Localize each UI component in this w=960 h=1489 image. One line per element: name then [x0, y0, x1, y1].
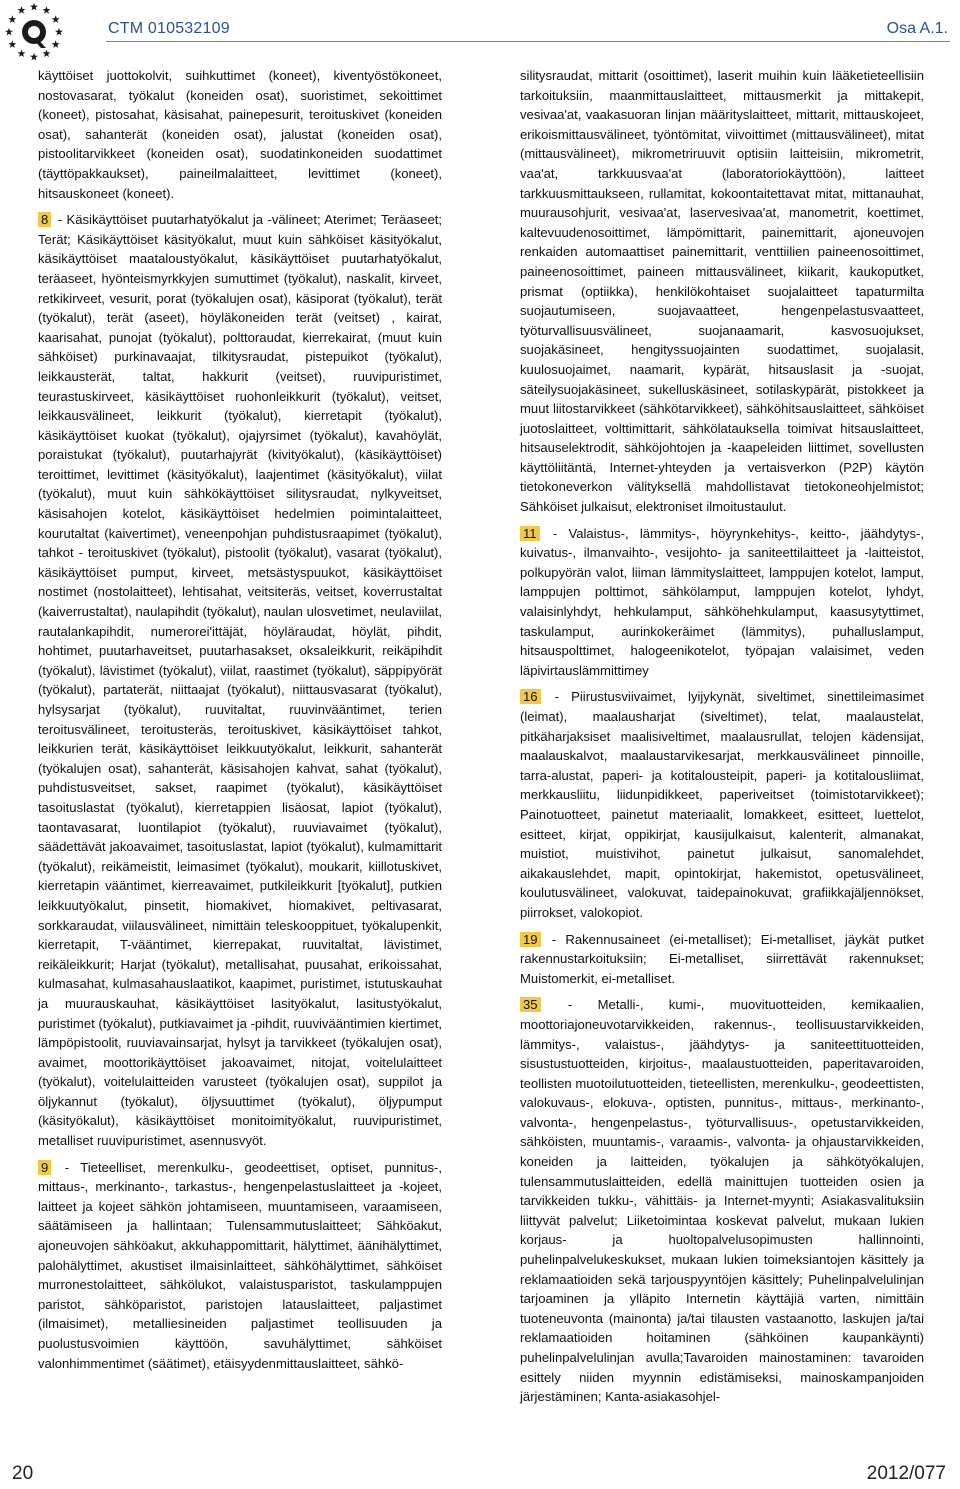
logo-star [43, 49, 51, 57]
class-35-paragraph [520, 995, 924, 1406]
class-9-paragraph [38, 1158, 442, 1374]
class-16-text: - Piirustusviivaimet, lyijykynät, siveltimet, sinettileimasimet (leimat), maalausharjat (siveltimet), telat, maalaustelat, pitkäharjaksiset maalisiveltimet, maalausrullat, telojen kädensijat, maalauskalvot, maalaustarvikesarjat, merkkausvälineet pinnoille, tarra-alustat, paperi- ja kotitalousteipit, paperi- ja kotitalousliimat, merkkausliitu, liidunpidikkeet, paperiveitset (toimistotarvikkeet); Painotuotteet, painetut materiaalit, lomakkeet, esitteet, luettelot, esitteet, kirjat, oppikirjat, kausijulkaisut, kalenterit, almanakat, muistiot, muistivihot, painetut julkaisut, sanomalehdet, aikakauslehdet, mapit, opintokirjat, hakemistot, opetusvälineet, koulutusvälineet, valokuvat, taidepainokuvat, grafiikkajäljennökset, piirrokset, valokopiot. [520, 689, 924, 920]
class-16-paragraph [520, 687, 924, 922]
class-9-text: - Tieteelliset, merenkulku-, geodeettiset, optiset, punnitus-, mittaus-, merkinanto-, tarkastus-, hengenpelastuslaitteet ja -kojeet, laitteet ja kojeet sähkön johtamiseen, muuntamiseen, varaamiseen, säätämiseen ja hallintaan; Tulensammutuslaitteet; Sähköakut, ajoneuvojen sähköakut, akkuhappomittarit, hälyttimet, äänihälyttimet, palohälyttimet, akustiset ilmaisinlaitteet, sähköhälyttimet, sähköiset murronestolaitteet, sähkölukot, valaistusparistot, taskulamppujen paristot, sähköparistot, paristojen latauslaitteet, paljastimet (ilmaisimet), metalliesineiden paljastimet teollisuuden ja puolustusvoimien käyttöön, savuhälyttimet, sähköiset valonhimmentimet (säätimet), etäisyydenmittauslaitteet, sähkö- [38, 1159, 442, 1371]
logo-star [5, 28, 13, 36]
eu-stars-emblem-icon [0, 0, 70, 66]
class-11-text: - Valaistus-, lämmitys-, höyrynkehitys-, keitto-, jäähdytys-, kuivatus-, ilmanvaihto-, vesijohto- ja saniteettilaitteet ja -laitteistot, polkupyörän valot, liiman lämmityslaitteet, lamppujen kotelot, lamput, lamppujen polttimot, sähkölamput, lamppujen kotelot, lyhdyt, valaisinlyhdyt, hehkulamput, sähköhehkulamput, kaasusytyttimet, taskulamput, aurinkokeräimet (lämmitys), puhalluslamput, hitsauspolttimet, halogeenikotelot, työpajan valaisimet, veden läpivirtauslämmittimey [520, 525, 924, 678]
intro-paragraph: käyttöiset juottokolvit, suihkuttimet (koneet), kiventyöstökoneet, nostovasarat, työkalut (koneiden osat), suoristimet, sekoittimet (koneet), pistosahat, käsisahat, painepesurit, teroituskivet (koneiden osat), sahanterät (koneiden osat), jalustat (koneiden osat), pistoolitarvikkeet (koneiden osat), suodatinkoneiden suodattimet (täyttöpakkaukset), paineilmalaitteet, levittimet (koneet), hitsauskoneet (koneet). [38, 68, 442, 201]
bulletin-issue: 2012/077 [866, 1463, 946, 1484]
continuation-paragraph: silitysraudat, mittarit (osoittimet), laserit muihin kuin lääketieteellisiin tarkoituksiin, maanmittauslaitteet, mittausmerkit ja mittakepit, vesivaa'at, vaakasuoran linjan määrityslaitteet, mittarit, mittauskojeet, erikoismittausvälineet, työntömitat, viivoittimet (mittausvälineet), mitat (mittausvälineet), mikrometriruuvit optisiin laitteisiin, mikrometrit, vaa'at, tarkkuusvaa'at (laboratoriokäyttöön), laitteet tarkkuusmittaukseen, rullamitat, kokoontaitettavat mitat, mittanauhat, muurausohjurit, vesivaa'at, laservesivaa'at, manometrit, koettimet, kaltevuudenosoittimet, lämpömittarit, painemittarit, ajoneuvojen renkaiden automaattiset painemittarit, venttiilien paineenosoittimet, paineenosoittimet, paineen mittausvälineet, kiikarit, kaukoputket, prismat (optiikka), henkilökohtaiset suojalaitteet tapaturmilta suojautumiseen, suojavaatteet, hengenpelastusvaatteet, työturvallisuusvälineet, suojanaamarit, kasvosuojukset, suojakäsineet, hengityssuojainten suodattimet, suojalasit, kuulosuojaimet, naamarit, kypärät, hitsauslasit ja -suojat, säteilysuojakäsineet, sukelluskäsineet, sotilaskypärät, pistokkeet ja muut liitostarvikkeet (sähkötarvikkeet), sähköhitsauslaitteet, sähköiset juotoslaitteet, volttimittarit, sähkölatauksella toimivat hitsauslaitteet, hitsauselektrodit, sähköjohtojen ja -kaapeleiden liittimet, sovellusten käyttöliitäntä, Internet-yhteyden ja vertaisverkon (P2P) käytön tietokoneverkon välityksellä mahdollistavat tietokoneohjelmistot; Sähköiset julkaisut, elektroniset ilmoitustaulut. [520, 68, 924, 515]
logo-star [30, 53, 38, 61]
class-number-badge: 16 [520, 689, 541, 704]
class-8-paragraph [38, 210, 442, 1151]
class-8-text: - Käsikäyttöiset puutarhatyökalut ja -välineet; Aterimet; Teräaseet; Terät; Käsikäyttöiset käsityökalut, muut kuin sähköiset käsityökalut, käsikäyttöiset maataloustyökalut, käsikäyttöiset puutarhatyökalut, teräaseet, hyönteismyrkkyjen sumuttimet (työkalut), naskalit, kirveet, retkikirveet, vesurit, porat (työkalujen osat), käsiporat (työkalut), terät (työkalut), terät (aseet), höyläkoneiden terät (veitset) , kairat, kaarisahat, punojat (työkalut), polttoraudat, kierrekairat, (muut kuin sähköiset) purkinavaajat, tilkitysraudat, pistepuikot (työkalut), leikkausterät, taltat, hakkurit (veitset), ruuvipuristimet, teurastuskirveet, käsikäyttöiset ruohonleikkurit (työkalut), veitset, leikkausvälineet, leikkurit (työkalut), kierretapit (työkalut), käsikäyttöiset kuokat (työkalut), ojajyrsimet (työkalut), kavahöylät, poraistukat (työkalut), puutarhajyrät (kivityökalut), (käsikäyttöiset) teroittimet, levittimet (käsityökalut), laajentimet (käsityökalut), viilat (työkalut), muut kuin sähkökäyttöiset silitysraudat, nylkyveitset, käsisahojen kotelot, käsikäyttöiset hedelmien poimintalaitteet, kourutaltat (kaivertimet), veneenpohjan puhdistusraapimet (työkalut), tahkot - teroituskivet (työkalut), pistoolit (työkalut), vasarat (työkalut), käsikäyttöiset pumput, kirveet, metsästyspuukot, käsikäyttöiset nostimet (nostolaitteet), lehtisahat, veitsiteräs, veitset, koverrustaltat (kaiverrustaltat), naulapihdit (työkalut), naulan ulosvetimet, neulaviilat, rautalankapihdit, numerorei'ittäjät, höyläraudat, höylät, pihdit, hohtimet, puutarhaveitset, puutarhasakset, oksaleikkurit, reikäpihdit (työkalut), lävistimet (työkalut), viilat, raastimet (työkalut), säppipyörät (työkalut), partaterät, niittaajat (työkalut), niittausvasarat (työkalut), hylsysarjat (työkalut), ruuvitaltat, ruuvinvääntimet, terien teroitusvälineet, teroitusteräs, teroituskivet, käsikäyttöiset tahkot, leikkurien terät, käsikäyttöiset leikkuutyökalut, leikkurit, sahanterät (työkalujen osat), sahanterät, käsisahojen kahvat, sahat (työkalut), puhdistusveitset, sakset, raapimet (työkalut), käsikäyttöiset tasoituslastat (työkalut), kierretappien lisäosat, lapiot (työkalut), taontavasarat, luontilapiot (työkalut), ruuviavaimet (työkalut), säädettävät jakoavaimet, tasoituslastat, lapiot (työkalut), kulmamittarit (työkalut), reikämeistit, leimasimet (työkalut), moukarit, kiillotuskivet, kierretapin vääntimet, kierreavaimet, putkileikkurit [työkalut], putkien leikkuutyökalut, pinsetit, hiomakivet, hiomakivet, peltivasarat, sorkkaraudat, viilausvälineet, nimittäin teleskooppituet, työkalupenkit, kierretapit, T-vääntimet, kierrepakat, ruuvitaltat, lävistimet, reikäleikkurit; Harjat (työkalut), metallisahat, puusahat, erikoissahat, kulmasahat, kulmasahauslaatikot, kaapimet, puristimet, istutuskauhat ja muurauskauhat, käsikäyttöiset lasityökalut, lasitustyökalut, puristimet (työkalut), putkiavaimet ja -pihdit, ruuvivääntimien kiertimet, lämpöpistoolit, ruuviavainsarjat, hylsyt ja tarvikkeet (työkalujen osat), avaimet, moottorikäyttöiset jakoavaimet, nitojat, voitelulaitteet (työkalut), voitelulaitteiden varusteet (työkalujen osat), suppilot ja öljykannut (työkalut), öljysuuttimet (työkalut), öljypumput (käsityökalut), käsikäyttöiset monitoimityökalut, ruuvipuristimet, metalliset ruuvipuristimet, asennusvyöt. [38, 212, 442, 1149]
logo-star [43, 6, 51, 14]
class-11-paragraph [520, 524, 924, 681]
logo-star [52, 40, 60, 48]
logo-star [8, 40, 16, 48]
page-number: 20 [12, 1463, 34, 1484]
left-text-column [38, 66, 442, 1380]
class-number-badge: 8 [38, 212, 51, 227]
class-19-text: - Rakennusaineet (ei-metalliset); Ei-metalliset, jäykät putket rakennustarkoituksiin; Ei-metalliset, siirrettävät rakennukset; Muistomerkit, ei-metalliset. [520, 931, 924, 986]
logo-star [8, 15, 16, 23]
class-number-badge: 35 [520, 997, 541, 1012]
class-19-paragraph [520, 930, 924, 989]
right-text-column [520, 66, 924, 1414]
logo-star [18, 49, 26, 57]
class-number-badge: 19 [520, 932, 541, 947]
class-number-badge: 9 [38, 1160, 51, 1175]
document-id: CTM 010532109 [108, 20, 230, 37]
class-number-badge: 11 [520, 526, 540, 541]
header-divider [106, 41, 950, 42]
logo-star [18, 6, 26, 14]
section-reference: Osa A.1. [886, 20, 948, 37]
logo-star [52, 15, 60, 23]
class-35-text: - Metalli-, kumi-, muovituotteiden, kemikaalien, moottoriajoneuvotarvikkeiden, rakennus-, teollisuustarvikkeiden, lämmitys-, valaistus-, jäähdytys- ja saniteettituotteiden, sisustustuotteiden, kirjoitus-, maalaustuotteiden, paperitavaroiden, teollisten muotoilutuotteiden, tieteellisten, merenkulku-, geodeettisten, valokuvaus-, elokuva-, optisten, punnitus-, mittaus-, merkinanto-, valvonta-, hengenpelastus-, työturvallisuus-, opetustarvikkeiden, sähköisten, muuntamis-, varaamis-, valvonta- ja ohjaustarvikkeiden, koneiden ja laitteiden, työkalujen ja sähkötyökalujen, tulensammutuslaitteiden, edellä mainittujen tuotteiden osien ja tarvikkeiden tukku-, vähittäis- ja Internet-myynti; Asiakasvalituksiin liittyvät palvelut; Liiketoimintaa koskevat palvelut, mukaan lukien korjaus- ja huoltopalvelusopimusten hallinnointi, puhelinpalvelukeskukset, mukaan lukien toimeksiantojen käsittely ja reklamaatioiden sekä tarjouspyyntöjen käsittely; Puhelinpalvelulinjan tarjoaminen ja ylläpito Internetin käyttäjiä varten, nimittäin tuoteneuvonta (mainonta) ja/tai tilausten vastaanotto, laskujen ja/tai reklamaatioiden hoitaminen (sähköinen kaupankäynti) puhelinpalvelulinjan avulla;Tavaroiden mainostaminen: tavaroiden esittely niiden myynnin edistämiseksi, mainoskampanjoiden järjestäminen; Kanta-asiakasohjel- [520, 997, 924, 1405]
logo-star [30, 3, 38, 11]
logo-star [55, 28, 63, 36]
